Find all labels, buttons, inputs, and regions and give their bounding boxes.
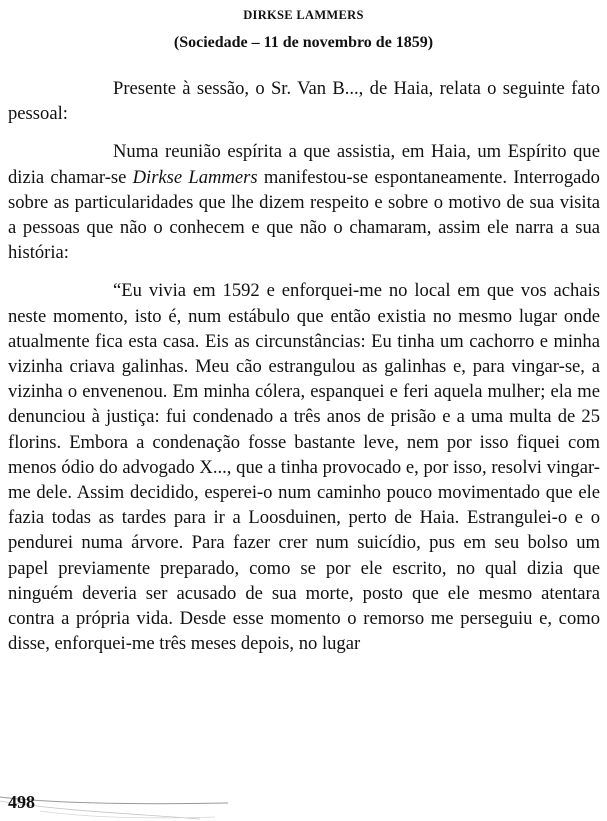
chapter-subtitle: (Sociedade – 11 de novembro de 1859) [173, 34, 434, 51]
paragraph-meeting-text-after: manifestou-se espontaneamente. Interrogado sobre as particularidades que lhe dizem respeito e sobre o motivo de sua visita a pessoas que não o conhecem e que não o chamaram, assim ele narra a sua história: [8, 166, 600, 264]
chapter-title: DIRKSE LAMMERS [243, 8, 364, 22]
paragraph-intro: Presente à sessão, o Sr. Van B..., de Haia, relata o seguinte fato pessoal: [8, 78, 600, 125]
spirit-name-emphasis: Dirkse Lammers [132, 166, 258, 188]
paragraph-meeting-text-before: Numa reunião espírita a que assistia, em Haia, um Espírito que dizia chamar-se [8, 141, 600, 188]
body-text [8, 76, 600, 656]
paragraph-spirit-narrative: “Eu vivia em 1592 e enforquei-me no local em que vos achais neste momento, isto é, num estábulo que então existia no mesmo lugar onde atualmente fica esta casa. Eis as circunstâncias: Eu tinha um cachorro e minha vizinha criava galinhas. Meu cão estrangulou as galinhas e, para vingar-se, a vizinha o envenenou. Em minha cólera, espanquei e feri aquela mulher; ela me denunciou à justiça: fui condenado a três anos de prisão e a uma multa de 25 florins. Embora a condenação fosse bastante leve, nem por isso fiquei com menos ódio do advogado X..., que a tinha provocado e, por isso, resolvi vingar-me dele. Assim decidido, esperei-o num caminho pouco movimentado que ele fazia todas as tardes para ir a Loosduinen, perto de Haia. Estrangulei-o e o pendurei numa árvore. Para fazer crer num suicídio, pus em seu bolso um papel previamente preparado, como se por ele escrito, no qual dizia que ninguém deveria ser acusado de sua morte, posto que ele mesmo atentara contra a própria vida. Desde esse momento o remorso me perseguiu e, como disse, enforquei-me três meses depois, no lugar [8, 280, 600, 655]
paragraph-meeting [8, 139, 600, 265]
page-number: 498 [8, 792, 35, 812]
